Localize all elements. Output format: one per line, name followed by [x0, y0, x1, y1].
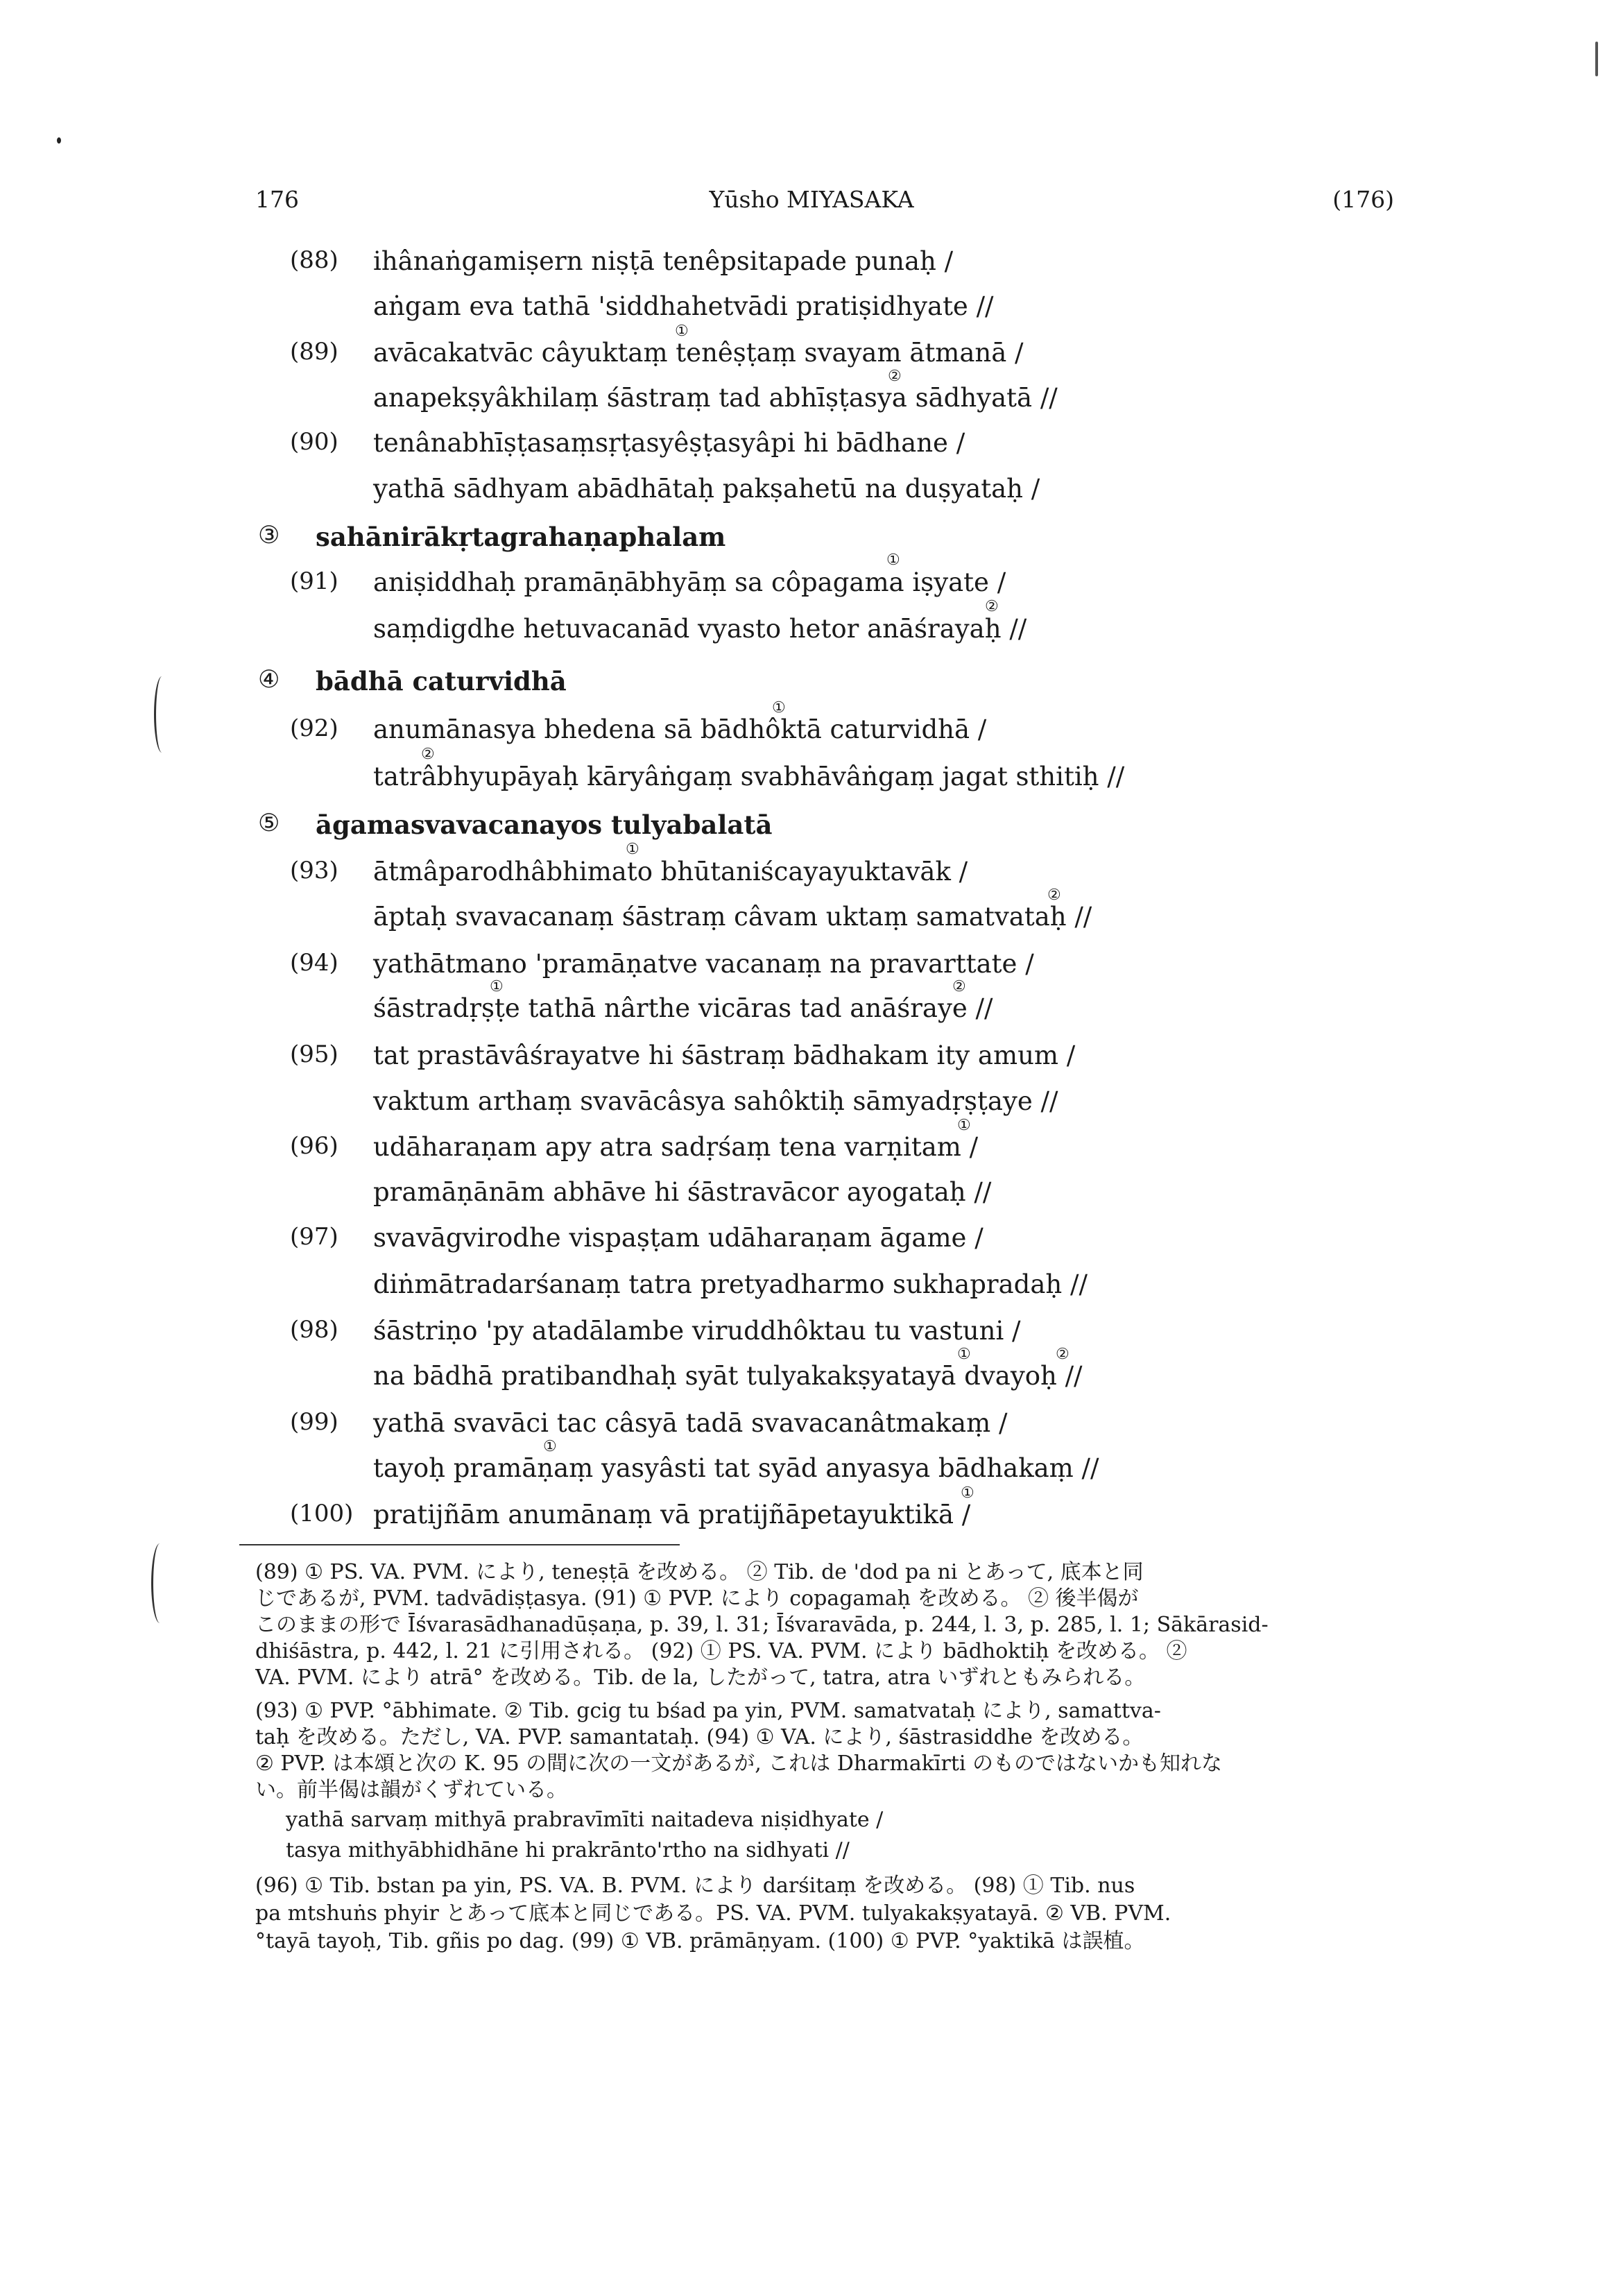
scan-speck	[57, 137, 61, 144]
footnote-line: (96) ① Tib. bstan pa yin, PS. VA. B. PVM. により darśitaṃ を改める。 (98) ① Tib. nus	[255, 1874, 1135, 1898]
verse-line-a: pratijñām anumānaṃ vā pratijñāpetayuktikā /	[373, 1500, 971, 1530]
verse-line-a: śāstriṇo 'py atadālambe viruddhôktau tu vastuni /	[373, 1316, 1021, 1346]
verse-number: (93)	[290, 857, 338, 884]
variant-mark: ①	[543, 1438, 557, 1455]
verse-number: (91)	[290, 567, 338, 595]
verse-line-a: udāharaṇam apy atra sadṛśaṃ tena varṇitam /	[373, 1132, 979, 1162]
footnote-line: VA. PVM. により atrā° を改める。Tib. de la, したがって, tatra, atra いずれともみられる。	[255, 1665, 1146, 1690]
verse-line-a: aniṣiddhaḥ pramāṇābhyāṃ sa côpagama iṣyate /	[373, 567, 1006, 597]
verse-number: (98)	[290, 1316, 338, 1344]
variant-mark: ②	[1047, 886, 1061, 904]
scan-crease-mark	[151, 1543, 169, 1623]
footnote-line: このままの形で Īśvarasādhanadūṣaṇa, p. 39, l. 31; Īśvaravāda, p. 244, l. 3, p. 285, l. 1; Sākārasid-	[255, 1613, 1269, 1637]
section-heading: sahānirākṛtagrahaṇaphalam	[316, 522, 726, 552]
section-heading: āgamasvavacanayos tulyabalatā	[316, 809, 773, 840]
verse-number: (88)	[290, 246, 338, 274]
variant-mark: ①	[490, 978, 504, 995]
variant-mark: ①	[675, 323, 689, 340]
verse-number: (100)	[290, 1500, 354, 1527]
footnote-line: °tayā tayoḥ, Tib. gñis po dag. (99) ① VB. prāmāṇyam. (100) ① PVP. °yaktikā は誤植。	[255, 1929, 1145, 1953]
section-mark: ④	[258, 666, 280, 694]
variant-mark: ①	[626, 841, 639, 858]
footnote-line: (93) ① PVP. °ābhimate. ② Tib. gcig tu bśad pa yin, PVM. samatvataḥ により, samattva-	[255, 1699, 1161, 1723]
verse-line-a: tat prastāvâśrayatve hi śāstraṃ bādhakam ity amum /	[373, 1040, 1076, 1070]
verse-line-b: tayoḥ pramāṇaṃ yasyâsti tat syād anyasya bādhakaṃ //	[373, 1453, 1099, 1483]
variant-mark: ②	[952, 978, 966, 995]
verse-line-a: tenânabhīṣṭasaṃsṛṭasyêṣṭasyâpi hi bādhane /	[373, 428, 965, 458]
verse-line-b: śāstradṛṣṭe tathā nârthe vicāras tad anāśraye //	[373, 993, 993, 1023]
footnote-rule	[239, 1544, 680, 1545]
verse-number: (90)	[290, 428, 338, 456]
variant-mark: ②	[1056, 1346, 1070, 1363]
footnote-line: taḥ を改める。ただし, VA. PVP. samantataḥ. (94) ① VA. により, śāstrasiddhe を改める。	[255, 1725, 1144, 1749]
verse-line-a: anumānasya bhedena sā bādhôktā caturvidhā /	[373, 714, 987, 744]
verse-line-a: avācakatvāc câyuktaṃ tenêṣṭaṃ svayam ātmanā /	[373, 338, 1024, 368]
verse-line-a: yathā svavāci tac câsyā tadā svavacanâtmakaṃ /	[373, 1408, 1008, 1438]
scan-edge-mark	[1595, 42, 1598, 76]
verse-line-b: pramāṇānām abhāve hi śāstravācor ayogataḥ //	[373, 1177, 992, 1207]
verse-number: (94)	[290, 949, 338, 977]
verse-line-a: ihânaṅgamiṣern niṣṭā tenêpsitapade punaḥ /	[373, 246, 954, 276]
variant-mark: ②	[985, 598, 999, 615]
variant-mark: ①	[886, 551, 900, 569]
footnote-line: じであるが, PVM. tadvādiṣṭasya. (91) ① PVP. により copagamaḥ を改める。 ② 後半偈が	[255, 1586, 1139, 1611]
footnote-line: pa mtshuṅs phyir とあって底本と同じである。PS. VA. PVM. tulyakakṣyatayā. ② VB. PVM.	[255, 1901, 1171, 1926]
verse-line-b: diṅmātradarśanaṃ tatra pretyadharmo sukhapradaḥ //	[373, 1269, 1088, 1299]
footnote-quote-line: yathā sarvaṃ mithyā prabravīmīti naitadeva niṣidhyate /	[286, 1808, 884, 1832]
verse-line-b: saṃdigdhe hetuvacanād vyasto hetor anāśrayaḥ //	[373, 614, 1027, 644]
variant-mark: ②	[888, 368, 902, 385]
verse-line-a: yathātmano 'pramāṇatve vacanaṃ na pravarttate /	[373, 949, 1034, 979]
verse-line-b: anapekṣyâkhilaṃ śāstraṃ tad abhīṣṭasya sādhyatā //	[373, 383, 1058, 413]
verse-number: (89)	[290, 338, 338, 366]
verse-line-b: āptaḥ svavacanaṃ śāstraṃ câvam uktaṃ samatvataḥ //	[373, 902, 1092, 932]
variant-mark: ①	[772, 699, 786, 717]
verse-number: (97)	[290, 1223, 338, 1251]
verse-line-a: svavāgvirodhe vispaṣṭam udāharaṇam āgame /	[373, 1223, 984, 1253]
verse-line-b: tatrâbhyupāyaḥ kāryâṅgaṃ svabhāvâṅgaṃ jagat sthitiḥ //	[373, 762, 1125, 791]
variant-mark: ①	[957, 1117, 971, 1134]
section-mark: ③	[258, 522, 280, 549]
footnote-line: ② PVP. は本頌と次の K. 95 の間に次の一文があるが, これは Dharmakīrti のものではないかも知れな	[255, 1751, 1223, 1776]
footnote-line: (89) ① PS. VA. PVM. により, teneṣṭā を改める。 ② Tib. de 'dod pa ni とあって, 底本と同	[255, 1560, 1144, 1584]
scan-crease-mark	[154, 676, 170, 753]
variant-mark: ①	[957, 1346, 971, 1363]
running-head-author: Yūsho MIYASAKA	[709, 186, 914, 213]
verse-number: (99)	[290, 1408, 338, 1436]
page-number-left: 176	[255, 186, 299, 213]
verse-number: (95)	[290, 1040, 338, 1068]
verse-line-b: yathā sādhyam abādhātaḥ pakṣahetū na duṣyataḥ /	[373, 474, 1040, 504]
section-heading: bādhā caturvidhā	[316, 666, 567, 696]
verse-line-b: na bādhā pratibandhaḥ syāt tulyakakṣyatayā dvayoḥ //	[373, 1361, 1083, 1391]
verse-number: (92)	[290, 714, 338, 742]
variant-mark: ②	[421, 746, 435, 763]
verse-line-b: vaktum arthaṃ svavācâsya sahôktiḥ sāmyadṛṣṭaye //	[373, 1086, 1058, 1116]
page-number-right: (176)	[1332, 186, 1394, 213]
verse-number: (96)	[290, 1132, 338, 1160]
variant-mark: ①	[961, 1484, 974, 1502]
footnote-quote-line: tasya mithyābhidhāne hi prakrānto'rtho na sidhyati //	[286, 1838, 850, 1862]
footnote-line: い。前半偈は韻がくずれている。	[255, 1778, 567, 1802]
verse-line-b: aṅgam eva tathā 'siddhahetvādi pratiṣidhyate //	[373, 291, 994, 321]
section-mark: ⑤	[258, 809, 280, 837]
footnote-line: dhiśāstra, p. 442, l. 21 に引用される。 (92) ① PS. VA. PVM. により bādhoktiḥ を改める。 ②	[255, 1639, 1187, 1663]
verse-line-a: ātmâparodhâbhimato bhūtaniścayayuktavāk /	[373, 857, 968, 886]
